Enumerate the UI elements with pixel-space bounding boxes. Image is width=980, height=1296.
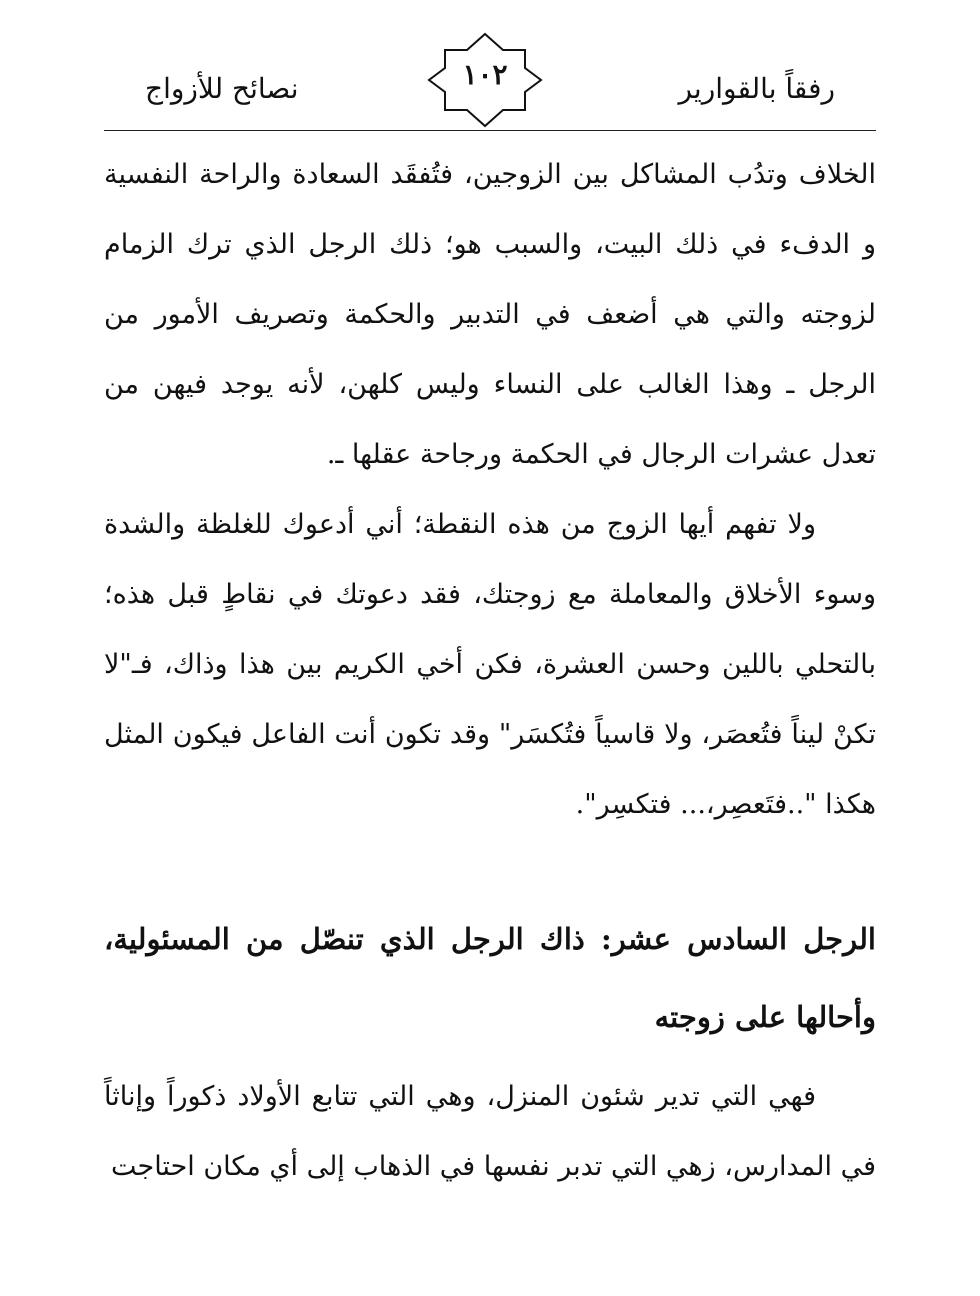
body-paragraph-1: الخلاف وتدُب المشاكل بين الزوجين، فتُفقَد السعادة والراحة النفسية و الدفء في ذلك البيت، والسبب هو؛ ذلك الرجل الذي ترك الزمام لزوجته والتي هي أضعف في التدبير والحكمة وتصريف الأمور من الرجل ـ وهذا الغالب على النساء وليس كلهن، لأنه يوجد فيهن من تعدل عشرات الرجال في الحكمة ورجاحة عقلها ـ. <box>104 159 876 470</box>
book-title: رفقاً بالقوارير <box>678 72 835 105</box>
page-body <box>104 140 876 1202</box>
page-number: ١٠٢ <box>462 58 508 91</box>
page-number-badge <box>425 32 545 128</box>
page-header <box>0 0 980 140</box>
header-divider <box>104 130 876 131</box>
chapter-title: نصائح للأزواج <box>145 72 299 105</box>
body-paragraph-3: فهي التي تدير شئون المنزل، وهي التي تتابع الأولاد ذكوراً وإناثاً في المدارس، زهي التي تدبر نفسها في الذهاب إلى أي مكان احتاجت <box>104 1081 876 1182</box>
section-heading: الرجل السادس عشر: ذاك الرجل الذي تنصّل من المسئولية، وأحالها على زوجته <box>104 922 876 1034</box>
body-paragraph-2: ولا تفهم أيها الزوج من هذه النقطة؛ أني أدعوك للغلظة والشدة وسوء الأخلاق والمعاملة مع زوجتك، فقد دعوتك في نقاطٍ قبل هذه؛ بالتحلي باللين وحسن العشرة، فكن أخي الكريم بين هذا وذاك، فـ"لا تكنْ ليناً فتُعصَر، ولا قاسياً فتُكسَر" وقد تكون أنت الفاعل فيكون المثل هكذا "..فتَعصِر،... فتكسِر". <box>104 509 876 820</box>
